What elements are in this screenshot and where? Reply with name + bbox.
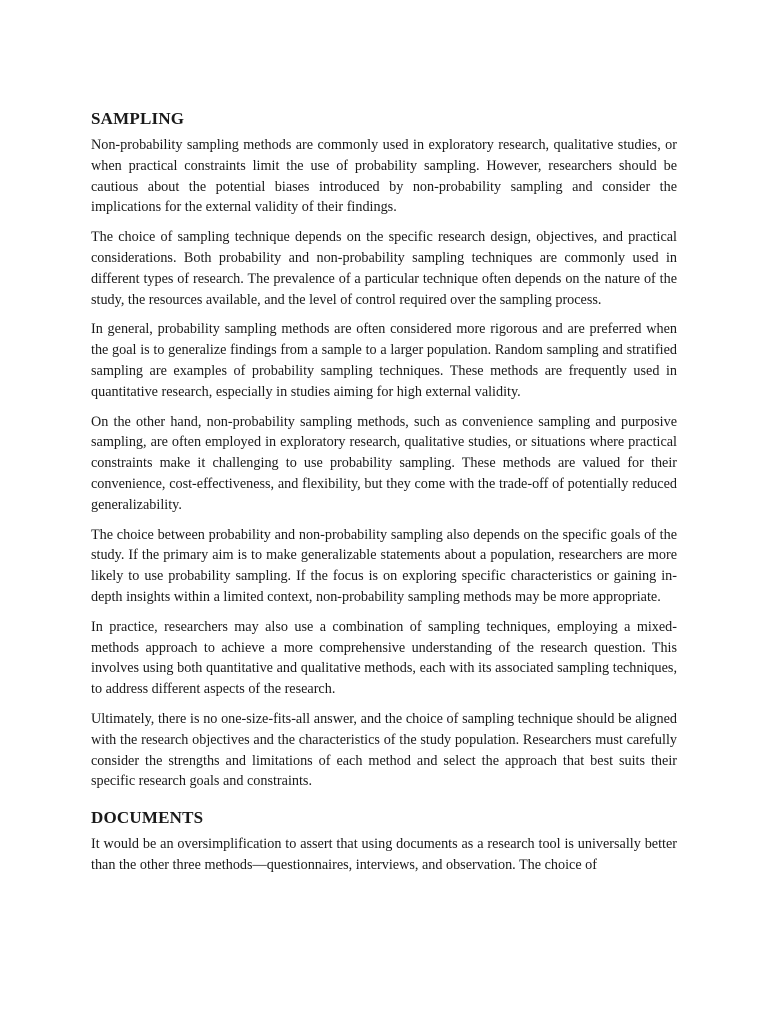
paragraph: Ultimately, there is no one-size-fits-all answer, and the choice of sampling technique should be aligned with the research objectives and the characteristics of the study population. Researchers must carefully consider the strengths and limitations of each method and select the approach that best suits their specific research goals and constraints.	[91, 710, 677, 790]
paragraph: In practice, researchers may also use a combination of sampling techniques, employing a mixed-methods approach to achieve a more comprehensive understanding of the research question. This involves using both quantitative and qualitative methods, each with its associated sampling techniques, to address different aspects of the research.	[91, 618, 677, 698]
section-sampling	[91, 108, 677, 792]
section-heading: DOCUMENTS	[91, 808, 204, 828]
section-documents	[91, 807, 677, 876]
paragraph: On the other hand, non-probability sampling methods, such as convenience sampling and purposive sampling, are often employed in exploratory research, qualitative studies, or situations where practical constraints make it challenging to use probability sampling. These methods are valued for their convenience, cost-effectiveness, and flexibility, but they come with the trade-off of potentially reduced generalizability.	[91, 413, 677, 513]
paragraph: Non-probability sampling methods are commonly used in exploratory research, qualitative studies, or when practical constraints limit the use of probability sampling. However, researchers should be cautious about the potential biases introduced by non-probability sampling and consider the implications for the external validity of their findings.	[91, 137, 677, 216]
paragraph: In general, probability sampling methods are often considered more rigorous and are preferred when the goal is to generalize findings from a sample to a larger population. Random sampling and stratified sampling are examples of probability sampling techniques. These methods are frequently used in quantitative research, especially in studies aiming for high external validity.	[91, 321, 677, 400]
section-heading: SAMPLING	[91, 109, 185, 128]
paragraph: The choice of sampling technique depends on the specific research design, objectives, and practical considerations. Both probability and non-probability sampling techniques are commonly used in different types of research. The prevalence of a particular technique often depends on the nature of the study, the resources available, and the level of control required over the sampling process.	[91, 229, 677, 308]
paragraph: It would be an oversimplification to assert that using documents as a research tool is universally better than the other three methods—questionnaires, interviews, and observation. The choice of	[91, 836, 677, 873]
paragraph: The choice between probability and non-probability sampling also depends on the specific goals of the study. If the primary aim is to make generalizable statements about a population, researchers are more likely to use probability sampling. If the focus is on exploring specific characteristics or gaining in-depth insights within a limited context, non-probability sampling methods may be more appropriate.	[91, 526, 677, 605]
document-page	[91, 108, 677, 885]
